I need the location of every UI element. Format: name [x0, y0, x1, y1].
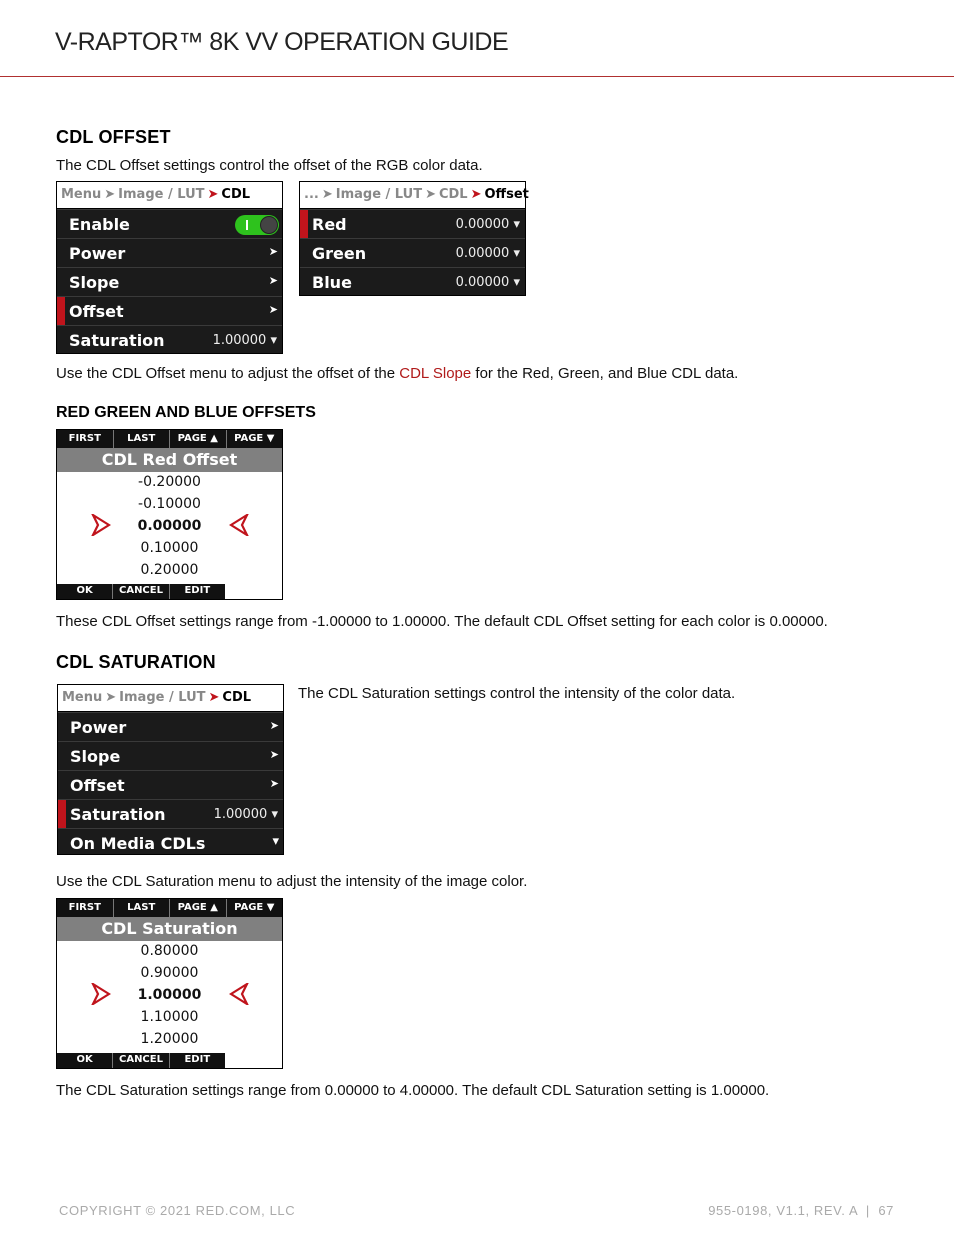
page-up-button[interactable]: PAGE ▲: [169, 430, 226, 448]
first-button[interactable]: FIRST: [68, 433, 101, 444]
menu-item-label: Enable: [69, 215, 130, 234]
crumb-separator-icon: ➤: [470, 187, 482, 202]
cdl-slope-link[interactable]: CDL Slope: [399, 365, 472, 382]
page-header-title: V-RAPTOR™ 8K VV OPERATION GUIDE: [55, 28, 509, 56]
cdl-saturation-picker: [56, 898, 283, 1069]
breadcrumb: [57, 182, 282, 209]
cdl-menu-screenshot: [56, 181, 283, 354]
menu-item-slope[interactable]: [58, 741, 283, 770]
selection-indicator: [57, 297, 65, 325]
arrow-pointer-icon: [91, 983, 111, 1005]
chevron-down-icon: ▾: [270, 333, 277, 348]
crumb-separator-icon: ➤: [425, 187, 436, 202]
cdl-red-offset-picker: [56, 429, 283, 600]
chevron-right-icon: ➤: [269, 748, 279, 761]
last-button[interactable]: LAST: [113, 430, 170, 448]
crumb-image-lut[interactable]: Image / LUT: [335, 187, 423, 202]
chevron-down-icon: ▾: [513, 217, 520, 232]
chevron-down-icon: ▾: [513, 275, 520, 290]
crumb-separator-icon: ➤: [207, 187, 219, 202]
menu-item-green[interactable]: [300, 238, 525, 267]
picker-option-selected[interactable]: 1.00000: [137, 987, 202, 1003]
menu-item-label: Saturation: [69, 331, 165, 350]
cancel-button[interactable]: CANCEL: [112, 1053, 168, 1068]
picker-option[interactable]: 1.20000: [140, 1031, 199, 1047]
cdl-offset-intro: The CDL Offset settings control the offset of the RGB color data.: [56, 157, 483, 174]
menu-item-label: Slope: [69, 273, 120, 292]
menu-item-label: Slope: [70, 747, 121, 766]
red-offset-value[interactable]: 0.00000 ▾: [455, 217, 520, 232]
crumb-separator-icon: ➤: [105, 690, 117, 705]
crumb-cdl: CDL: [222, 690, 252, 705]
picker-top-bar: [57, 430, 282, 448]
crumb-cdl[interactable]: CDL: [438, 187, 468, 202]
cdl-saturation-intro: The CDL Saturation settings control the intensity of the color data.: [298, 685, 736, 702]
picker-values[interactable]: [57, 941, 282, 1051]
page-down-button[interactable]: PAGE ▼: [226, 430, 283, 448]
picker-bottom-bar: [57, 1053, 225, 1068]
menu-item-label: Blue: [312, 273, 352, 292]
chevron-right-icon: ➤: [269, 777, 279, 790]
picker-option[interactable]: 1.10000: [140, 1009, 199, 1025]
menu-item-slope[interactable]: [57, 267, 282, 296]
menu-item-label: On Media CDLs: [70, 834, 206, 853]
picker-title: CDL Red Offset: [57, 448, 282, 472]
arrow-pointer-icon: [229, 983, 249, 1005]
picker-option[interactable]: -0.10000: [138, 496, 201, 512]
crumb-separator-icon: ➤: [104, 187, 116, 202]
blue-offset-value[interactable]: 0.00000 ▾: [455, 275, 520, 290]
picker-top-bar: [57, 899, 282, 917]
selection-indicator: [58, 800, 66, 828]
footer-doc-ref: 955-0198, V1.1, REV. A | 67: [708, 1203, 894, 1218]
section-heading-cdl-offset: CDL OFFSET: [56, 127, 171, 147]
chevron-right-icon: ➤: [268, 245, 278, 258]
chevron-down-icon: ▾: [513, 246, 520, 261]
breadcrumb: [58, 685, 283, 712]
crumb-image-lut[interactable]: Image / LUT: [119, 690, 206, 705]
ok-button[interactable]: OK: [76, 585, 93, 596]
picker-option[interactable]: 0.90000: [140, 965, 199, 981]
section-heading-rgb-offsets: RED GREEN AND BLUE OFFSETS: [56, 404, 316, 421]
crumb-menu[interactable]: Menu: [62, 690, 103, 705]
picker-option[interactable]: -0.20000: [138, 474, 201, 490]
arrow-pointer-icon: [91, 514, 111, 536]
arrow-pointer-icon: [229, 514, 249, 536]
header-divider: [0, 76, 954, 77]
menu-item-label: Offset: [70, 776, 125, 795]
cdl-offset-usage: Use the CDL Offset menu to adjust the offset of the CDL Slope for the Red, Green, and Blue CDL data.: [56, 365, 739, 382]
edit-button[interactable]: EDIT: [169, 584, 225, 599]
page-down-button[interactable]: PAGE ▼: [226, 899, 283, 917]
green-offset-value[interactable]: 0.00000 ▾: [455, 246, 520, 261]
cancel-button[interactable]: CANCEL: [112, 584, 168, 599]
menu-item-label: Green: [312, 244, 367, 263]
last-button[interactable]: LAST: [113, 899, 170, 917]
edit-button[interactable]: EDIT: [169, 1053, 225, 1068]
menu-item-blue[interactable]: [300, 267, 525, 296]
crumb-menu[interactable]: Menu: [61, 187, 102, 202]
page-up-button[interactable]: PAGE ▲: [169, 899, 226, 917]
crumb-ellipsis[interactable]: ...: [304, 187, 319, 202]
crumb-cdl: CDL: [221, 187, 251, 202]
chevron-down-icon: ▾: [271, 807, 278, 822]
picker-values[interactable]: [57, 472, 282, 582]
ok-button[interactable]: OK: [76, 1054, 93, 1065]
saturation-value[interactable]: 1.00000 ▾: [213, 807, 278, 822]
first-button[interactable]: FIRST: [68, 902, 101, 913]
menu-item-red[interactable]: [300, 209, 525, 238]
chevron-right-icon: ➤: [268, 274, 278, 287]
crumb-separator-icon: ➤: [321, 187, 333, 202]
cdl-saturation-menu-screenshot: [57, 684, 284, 855]
menu-item-power[interactable]: [58, 712, 283, 741]
enable-toggle[interactable]: [235, 215, 279, 235]
crumb-offset: Offset: [484, 187, 529, 202]
breadcrumb: [300, 182, 529, 209]
menu-item-power[interactable]: [57, 238, 282, 267]
menu-item-label: Offset: [69, 302, 124, 321]
cdl-saturation-usage: Use the CDL Saturation menu to adjust the intensity of the image color.: [56, 873, 528, 890]
rgb-offset-range-text: These CDL Offset settings range from -1.00000 to 1.00000. The default CDL Offset setting for each color is 0.00000.: [56, 613, 828, 630]
menu-item-enable[interactable]: [57, 209, 282, 238]
menu-item-saturation[interactable]: [58, 799, 283, 828]
crumb-separator-icon: ➤: [208, 690, 220, 705]
footer-copyright: COPYRIGHT © 2021 RED.COM, LLC: [59, 1203, 296, 1218]
menu-item-offset[interactable]: [57, 296, 282, 325]
cdl-saturation-range-text: The CDL Saturation settings range from 0.00000 to 4.00000. The default CDL Saturation setting is 1.00000.: [56, 1082, 770, 1099]
menu-item-label: Power: [70, 718, 127, 737]
saturation-value[interactable]: 1.00000 ▾: [212, 333, 277, 348]
selection-indicator: [300, 210, 308, 238]
menu-item-saturation[interactable]: [57, 325, 282, 354]
menu-item-label: Power: [69, 244, 126, 263]
menu-item-offset[interactable]: [58, 770, 283, 799]
picker-option[interactable]: 0.20000: [140, 562, 199, 578]
chevron-right-icon: ➤: [269, 719, 279, 732]
menu-item-label: Red: [312, 215, 347, 234]
picker-bottom-bar: [57, 584, 225, 599]
chevron-right-icon: ➤: [268, 303, 278, 316]
picker-option[interactable]: 0.80000: [140, 943, 199, 959]
chevron-down-icon: ▾: [272, 834, 279, 849]
offset-menu-screenshot: [299, 181, 529, 296]
picker-option[interactable]: 0.10000: [140, 540, 199, 556]
picker-option-selected[interactable]: 0.00000: [137, 518, 202, 534]
crumb-image-lut[interactable]: Image / LUT: [118, 187, 205, 202]
menu-item-on-media-cdls[interactable]: [58, 828, 283, 857]
menu-item-label: Saturation: [70, 805, 166, 824]
section-heading-cdl-saturation: CDL SATURATION: [56, 652, 216, 672]
picker-title: CDL Saturation: [57, 917, 282, 941]
